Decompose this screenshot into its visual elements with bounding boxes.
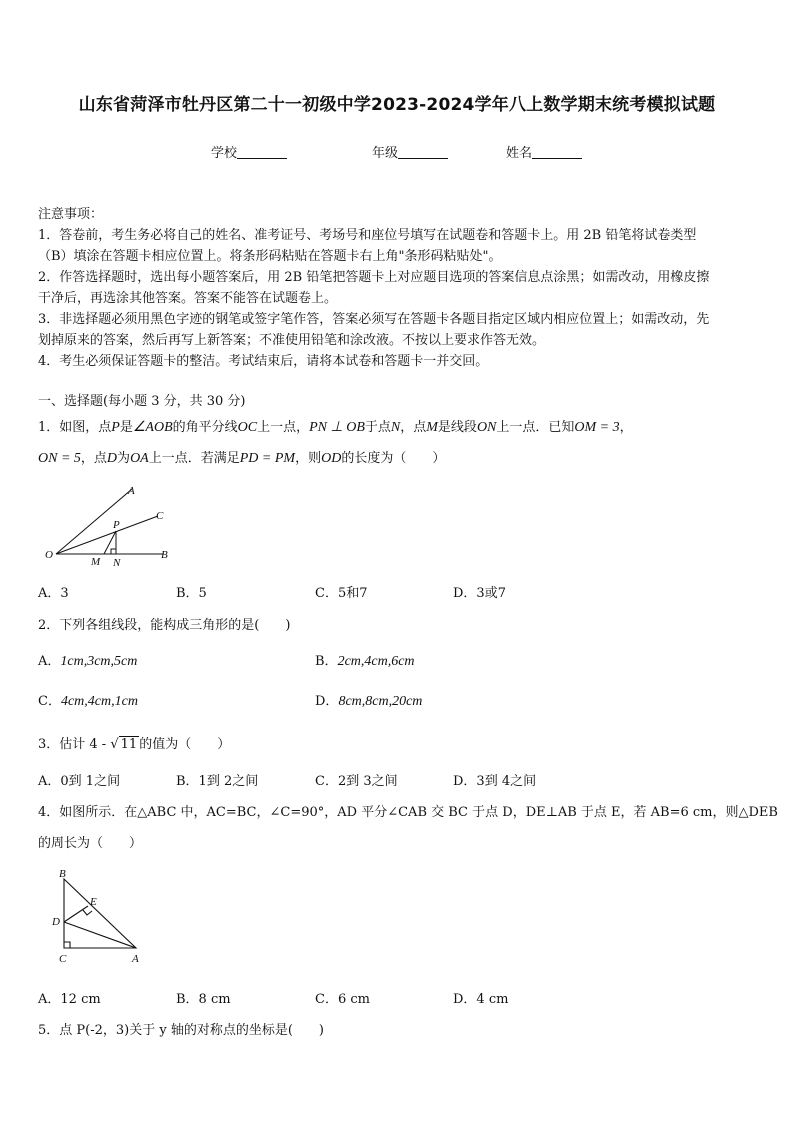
q3-stem: 3．估计 4 - √ 11 的值为（ ） xyxy=(38,737,231,752)
label-A: A xyxy=(132,953,139,965)
school-blank[interactable] xyxy=(237,145,287,159)
note-line: 划掉原来的答案，然后再写上新答案；不准使用铅笔和涂改液。不按以上要求作答无效。 xyxy=(38,333,546,348)
q4-line2: 的周长为（ ） xyxy=(38,836,143,851)
q3-option-d[interactable]: D．3到 4之间 xyxy=(453,774,537,789)
q2-option-b[interactable]: B．2cm,4cm,6cm xyxy=(315,654,415,669)
label-A: A xyxy=(128,485,135,497)
q1-option-c[interactable]: C．5和7 xyxy=(315,586,368,601)
note-line: 3．非选择题必须用黑色字迹的钢笔或签字笔作答，答案必须写在答题卡各题目指定区域内相应位置上；如需改动，先 xyxy=(38,312,710,327)
sqrt-icon: √ 11 xyxy=(110,737,138,752)
page-title: 山东省菏泽市牡丹区第二十一初级中学2023-2024学年八上数学期末统考模拟试题 xyxy=(78,95,716,115)
label-M: M xyxy=(91,556,101,568)
q1-option-b[interactable]: B．5 xyxy=(176,586,207,601)
note-line: （B）填涂在答题卡相应位置上。将条形码粘贴在答题卡右上角"条形码粘贴处"。 xyxy=(38,249,502,264)
name-label: 姓名 xyxy=(506,146,533,161)
q3-option-a[interactable]: A．0到 1之间 xyxy=(38,774,121,789)
q5-stem: 5．点 P(-2，3)关于 y 轴的对称点的坐标是( ) xyxy=(38,1023,324,1038)
name-field xyxy=(506,142,582,161)
note-line: 4．考生必须保证答题卡的整洁。考试结束后，请将本试卷和答题卡一并交回。 xyxy=(38,354,489,369)
label-C: C xyxy=(59,953,67,965)
q4-option-a[interactable]: A．12 cm xyxy=(38,992,101,1007)
note-line: 2．作答选择题时，选出每小题答案后，用 2B 铅笔把答题卡上对应题目选项的答案信息点涂黑；如需改动，用橡皮擦 xyxy=(38,270,710,285)
grade-field xyxy=(372,142,448,161)
label-N: N xyxy=(113,557,121,569)
q1-option-a[interactable]: A．3 xyxy=(38,586,69,601)
q1-line1: 1．如图，点P是∠AOB的角平分线OC上一点，PN ⊥ OB于点N，点M是线段ON上一点．已知OM = 3， xyxy=(38,420,633,435)
q2-option-c[interactable]: C．4cm,4cm,1cm xyxy=(38,694,138,709)
label-E: E xyxy=(90,896,97,908)
note-line: 干净后，再选涂其他答案。答案不能答在试题卷上。 xyxy=(38,291,338,306)
label-B: B xyxy=(59,868,66,880)
school-field xyxy=(211,142,287,161)
q4-option-c[interactable]: C．6 cm xyxy=(315,992,370,1007)
label-P: P xyxy=(113,519,120,531)
q1-option-d[interactable]: D．3或7 xyxy=(453,586,506,601)
label-C: C xyxy=(156,510,164,522)
note-line: 1．答卷前，考生务必将自己的姓名、准考证号、考场号和座位号填写在试题卷和答题卡上。用 2B 铅笔将试卷类型 xyxy=(38,228,697,243)
q3-option-c[interactable]: C．2到 3之间 xyxy=(315,774,398,789)
q4-figure xyxy=(48,865,148,967)
grade-blank[interactable] xyxy=(398,145,448,159)
label-B: B xyxy=(161,549,168,561)
section-heading: 一、选择题(每小题 3 分，共 30 分) xyxy=(38,394,246,409)
label-O: O xyxy=(45,549,53,561)
q1-line2: ON = 5，点D为OA上一点．若满足PD = PM，则OD的长度为（ ） xyxy=(38,451,446,466)
q3-option-b[interactable]: B．1到 2之间 xyxy=(176,774,259,789)
name-blank[interactable] xyxy=(532,145,582,159)
q2-stem: 2．下列各组线段，能构成三角形的是( ) xyxy=(38,618,291,633)
notes-heading: 注意事项： xyxy=(38,207,104,222)
q4-option-d[interactable]: D．4 cm xyxy=(453,992,509,1007)
q1-figure xyxy=(40,480,185,572)
school-label: 学校 xyxy=(211,146,238,161)
q2-option-a[interactable]: A．1cm,3cm,5cm xyxy=(38,654,138,669)
q4-option-b[interactable]: B．8 cm xyxy=(176,992,231,1007)
label-D: D xyxy=(52,916,60,928)
q2-option-d[interactable]: D．8cm,8cm,20cm xyxy=(315,694,423,709)
grade-label: 年级 xyxy=(372,146,399,161)
q4-line1: 4．如图所示．在△ABC 中，AC=BC，∠C=90°，AD 平分∠CAB 交 BC 于点 D，DE⊥AB 于点 E，若 AB=6 cm，则△DEB xyxy=(38,805,778,820)
